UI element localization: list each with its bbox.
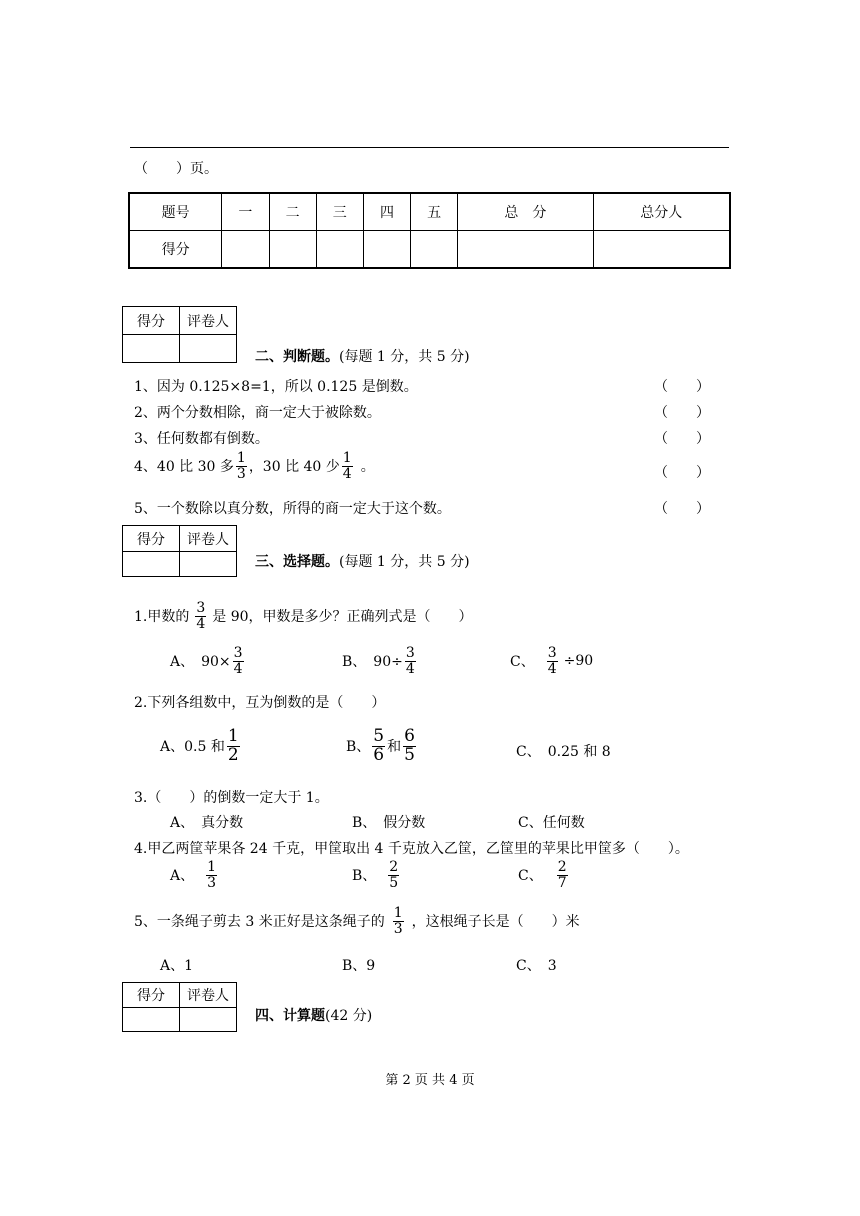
answer-paren[interactable]: （ ） [654, 501, 710, 517]
fraction: $\frac{2}{5}$ [389, 859, 399, 891]
fraction: $\frac{3}{4}$ [196, 600, 206, 632]
section-note: (每题 1 分，共 5 分) [339, 554, 470, 570]
option-b[interactable]: B、9 [342, 958, 376, 974]
grader-name-cell[interactable] [180, 552, 237, 577]
question-4: 4.甲乙两筐苹果各 24 千克，甲筐取出 4 千克放入乙筐，乙筐里的苹果比甲筐多（ ）。 [134, 841, 689, 857]
section-title: 二、判断题。 [255, 349, 339, 365]
option-c[interactable]: C、 3 [516, 958, 557, 974]
judge-item: 5、一个数除以真分数，所得的商一定大于这个数。 [134, 501, 451, 517]
score-table-cell: 五 [411, 193, 458, 231]
grader-name-cell[interactable] [180, 335, 237, 363]
grader-box [122, 306, 237, 363]
question-1 [134, 601, 473, 631]
question-text: 是 90，甲数是多少？正确列式是（ ） [212, 609, 473, 626]
score-input-cell[interactable] [458, 231, 593, 269]
judge-item: 3、任何数都有倒数。 [134, 431, 269, 447]
answer-paren[interactable]: （ ） [654, 431, 710, 447]
option-c[interactable]: C、 $\frac{2}{7}$ [518, 859, 567, 891]
question-5 [134, 906, 580, 936]
score-input-cell[interactable] [411, 231, 458, 269]
answer-paren[interactable]: （ ） [654, 465, 710, 481]
option-a[interactable]: A、 90× $\frac{3}{4}$ [170, 645, 243, 677]
answer-paren[interactable]: （ ） [654, 379, 710, 395]
judge-item: 2、两个分数相除，商一定大于被除数。 [134, 405, 381, 421]
option-c[interactable]: C、任何数 [518, 815, 585, 831]
page-reference: （ ）页。 [134, 161, 218, 177]
score-table-header-row [129, 193, 730, 231]
option-a[interactable]: A、 $\frac{1}{3}$ [170, 859, 217, 891]
option-b[interactable]: B、 90÷ $\frac{3}{4}$ [342, 645, 415, 677]
fraction: $\frac{1}{3}$ [236, 450, 246, 482]
item-text: ，30 比 40 少 [248, 459, 340, 476]
score-table-cell: 四 [363, 193, 410, 231]
option-c[interactable]: C、 $\frac{3}{4}$ ÷90 [510, 645, 594, 677]
question-text: 5、一条绳子剪去 3 米正好是这条绳子的 [134, 914, 385, 931]
option-b[interactable]: B、 假分数 [352, 815, 426, 831]
option-b[interactable]: B、 $\frac{5}{6}$ 和 $\frac{6}{5}$ [346, 726, 415, 765]
section-2-heading [255, 346, 470, 366]
question-text: ，这根绳子长是（ ）米 [411, 914, 580, 931]
score-table-cell: 总分人 [593, 193, 730, 231]
score-table-cell: 总 分 [458, 193, 593, 231]
score-table-cell: 一 [222, 193, 269, 231]
score-input-cell[interactable] [269, 231, 316, 269]
fraction: $\frac{3}{4}$ [405, 645, 415, 677]
fraction: $\frac{3}{4}$ [233, 645, 243, 677]
section-3-heading [255, 551, 470, 571]
score-table [128, 192, 731, 269]
fraction: $\frac{1}{3}$ [393, 905, 403, 937]
question-3: 3.（ ）的倒数一定大于 1。 [134, 790, 329, 806]
section-4-heading [255, 1005, 372, 1025]
judge-item [134, 451, 375, 481]
section-note: (42 分) [325, 1008, 373, 1024]
grader-box [122, 525, 237, 577]
grader-score-label: 得分 [123, 983, 180, 1008]
option-b[interactable]: B、 $\frac{2}{5}$ [352, 859, 399, 891]
grader-score-label: 得分 [123, 307, 180, 335]
score-input-cell[interactable] [222, 231, 269, 269]
option-c[interactable]: C、 0.25 和 8 [516, 744, 611, 760]
grader-name-label: 评卷人 [180, 526, 237, 552]
score-table-score-row [129, 231, 730, 269]
section-title: 三、选择题。 [255, 554, 339, 570]
option-a[interactable]: A、1 [160, 958, 194, 974]
score-table-cell: 题号 [129, 193, 222, 231]
grader-name-label: 评卷人 [180, 983, 237, 1008]
item-text: 。 [360, 459, 375, 476]
fraction: $\frac{2}{7}$ [557, 859, 567, 891]
score-table-cell: 二 [269, 193, 316, 231]
fraction: $\frac{5}{6}$ [373, 726, 385, 765]
grader-box [122, 982, 237, 1032]
grader-name-label: 评卷人 [180, 307, 237, 335]
score-table-cell: 得分 [129, 231, 222, 269]
grader-score-cell[interactable] [123, 552, 180, 577]
header-rule [130, 147, 729, 148]
fraction: $\frac{6}{5}$ [404, 726, 415, 765]
section-title: 四、计算题 [255, 1008, 325, 1024]
judge-item: 1、因为 0.125×8=1，所以 0.125 是倒数。 [134, 379, 418, 395]
fraction: $\frac{1}{4}$ [342, 450, 352, 482]
grader-score-cell[interactable] [123, 335, 180, 363]
item-text: 4、40 比 30 多 [134, 459, 234, 476]
answer-paren[interactable]: （ ） [654, 405, 710, 421]
option-a[interactable]: A、 真分数 [170, 815, 244, 831]
section-note: (每题 1 分，共 5 分) [339, 349, 470, 365]
score-input-cell[interactable] [316, 231, 363, 269]
question-2: 2.下列各组数中，互为倒数的是（ ） [134, 695, 386, 711]
fraction: $\frac{1}{3}$ [207, 859, 217, 891]
question-text: 1.甲数的 [134, 609, 190, 626]
score-input-cell[interactable] [593, 231, 730, 269]
page-footer: 第 2 页 共 4 页 [385, 1073, 475, 1088]
score-table-cell: 三 [316, 193, 363, 231]
option-a[interactable]: A、0.5 和 $\frac{1}{2}$ [160, 726, 239, 765]
grader-score-cell[interactable] [123, 1008, 180, 1032]
fraction: $\frac{3}{4}$ [547, 645, 557, 677]
grader-name-cell[interactable] [180, 1008, 237, 1032]
fraction: $\frac{1}{2}$ [227, 726, 239, 765]
grader-score-label: 得分 [123, 526, 180, 552]
score-input-cell[interactable] [363, 231, 410, 269]
